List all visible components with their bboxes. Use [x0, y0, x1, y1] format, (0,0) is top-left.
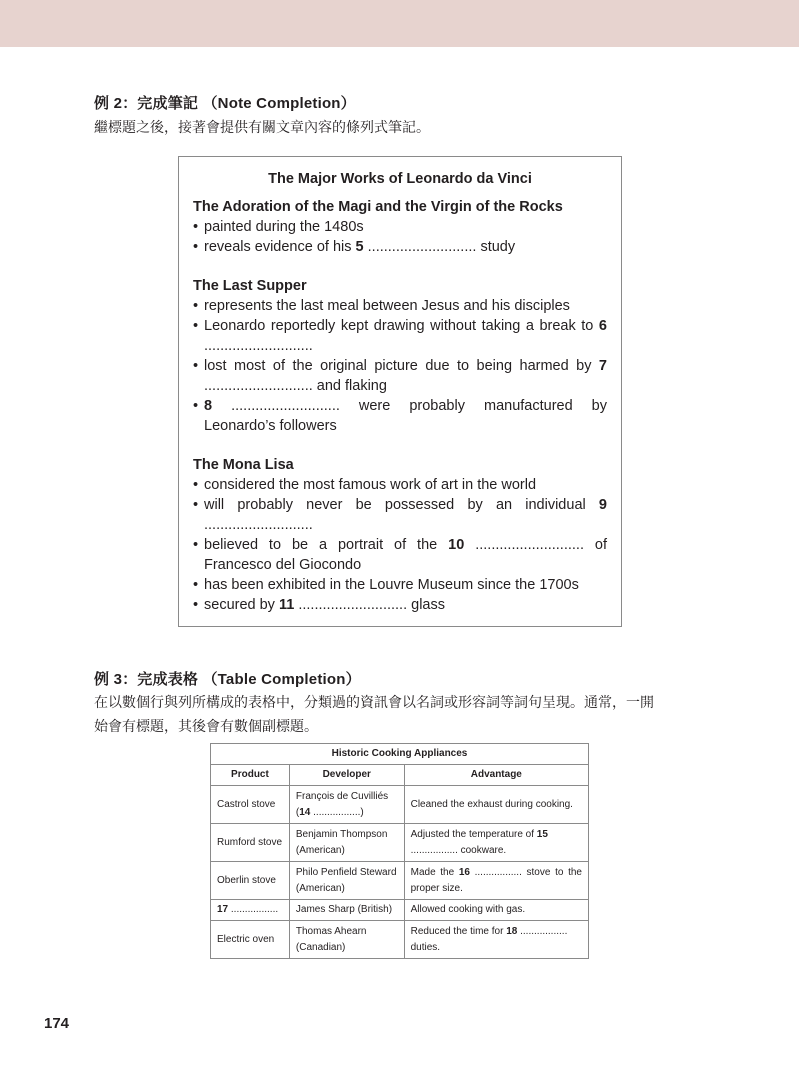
note-item: • lost most of the original picture due to being harmed by 7 ........................... and flaking — [193, 356, 607, 396]
page-number: 174 — [44, 1015, 70, 1032]
note-item: • Leonardo reportedly kept drawing without taking a break to 6 ........................... — [193, 316, 607, 356]
note-item: • secured by 11 ........................... glass — [193, 595, 607, 615]
column-header: Developer — [289, 765, 404, 786]
notes-list — [193, 217, 607, 257]
question-number: 11 — [278, 597, 295, 613]
note-item: • 8 ........................... were probably manufactured by Leonardo’s followers — [193, 396, 607, 436]
product-cell: Castrol stove — [211, 786, 290, 824]
advantage-cell: Allowed cooking with gas. — [404, 900, 588, 921]
table-caption: Historic Cooking Appliances — [211, 744, 589, 765]
description-line: 始會有標題，其後會有數個副標題。 — [94, 718, 318, 734]
product-cell: Rumford stove — [211, 824, 290, 862]
table-row — [211, 824, 589, 862]
question-number: 5 — [355, 239, 364, 255]
description-line: 在以數個行與列所構成的表格中，分類過的資訊會以名詞或形容詞等詞句呈現。通常，一開 — [94, 694, 654, 710]
question-number: 7 — [598, 358, 607, 374]
note-item: • believed to be a portrait of the 10 ........................... of Francesco del Giocondo — [193, 535, 607, 575]
column-header: Product — [211, 765, 290, 786]
notes-section-title: The Adoration of the Magi and the Virgin of the Rocks — [193, 199, 563, 215]
note-item: • painted during the 1480s — [193, 217, 607, 237]
product-cell: Electric oven — [211, 921, 290, 959]
advantage-cell: Adjusted the temperature of 15 ................. cookware. — [404, 824, 588, 862]
advantage-cell: Cleaned the exhaust during cooking. — [404, 786, 588, 824]
top-color-band — [0, 0, 799, 47]
notes-list — [193, 475, 607, 615]
notes-section-title: The Mona Lisa — [193, 457, 294, 473]
product-cell: Oberlin stove — [211, 862, 290, 900]
note-item: • will probably never be possessed by an individual 9 ........................... — [193, 495, 607, 535]
note-item: • has been exhibited in the Louvre Museum since the 1700s — [193, 575, 607, 595]
notes-section-title: The Last Supper — [193, 278, 307, 294]
developer-cell: François de Cuvilliés (14 .................) — [289, 786, 404, 824]
cooking-appliances-table — [210, 743, 589, 959]
note-item: • reveals evidence of his 5 ........................... study — [193, 237, 607, 257]
question-number: 9 — [598, 497, 607, 513]
example-3-heading: 例 3：完成表格 （Table Completion） — [94, 671, 361, 688]
question-number: 6 — [598, 318, 607, 334]
example-2-description: 繼標題之後，接著會提供有關文章內容的條列式筆記。 — [94, 119, 430, 135]
product-cell: 17 ................. — [211, 900, 290, 921]
developer-cell: Philo Penfield Steward (American) — [289, 862, 404, 900]
example-2-heading: 例 2：完成筆記 （Note Completion） — [94, 95, 356, 112]
example-3-description — [94, 690, 714, 738]
developer-cell: Thomas Ahearn (Canadian) — [289, 921, 404, 959]
table-row — [211, 900, 589, 921]
notes-list — [193, 296, 607, 436]
table-row — [211, 786, 589, 824]
note-completion-box — [178, 156, 622, 627]
note-item: • represents the last meal between Jesus and his disciples — [193, 296, 607, 316]
advantage-cell: Reduced the time for 18 ................. duties. — [404, 921, 588, 959]
developer-cell: Benjamin Thompson (American) — [289, 824, 404, 862]
question-number: 8 — [204, 398, 213, 414]
developer-cell: James Sharp (British) — [289, 900, 404, 921]
advantage-cell: Made the 16 ................. stove to the proper size. — [404, 862, 588, 900]
question-number: 10 — [448, 537, 465, 553]
table-row — [211, 921, 589, 959]
column-header: Advantage — [404, 765, 588, 786]
notes-title: The Major Works of Leonardo da Vinci — [268, 171, 532, 187]
table-row — [211, 862, 589, 900]
note-item: • considered the most famous work of art in the world — [193, 475, 607, 495]
